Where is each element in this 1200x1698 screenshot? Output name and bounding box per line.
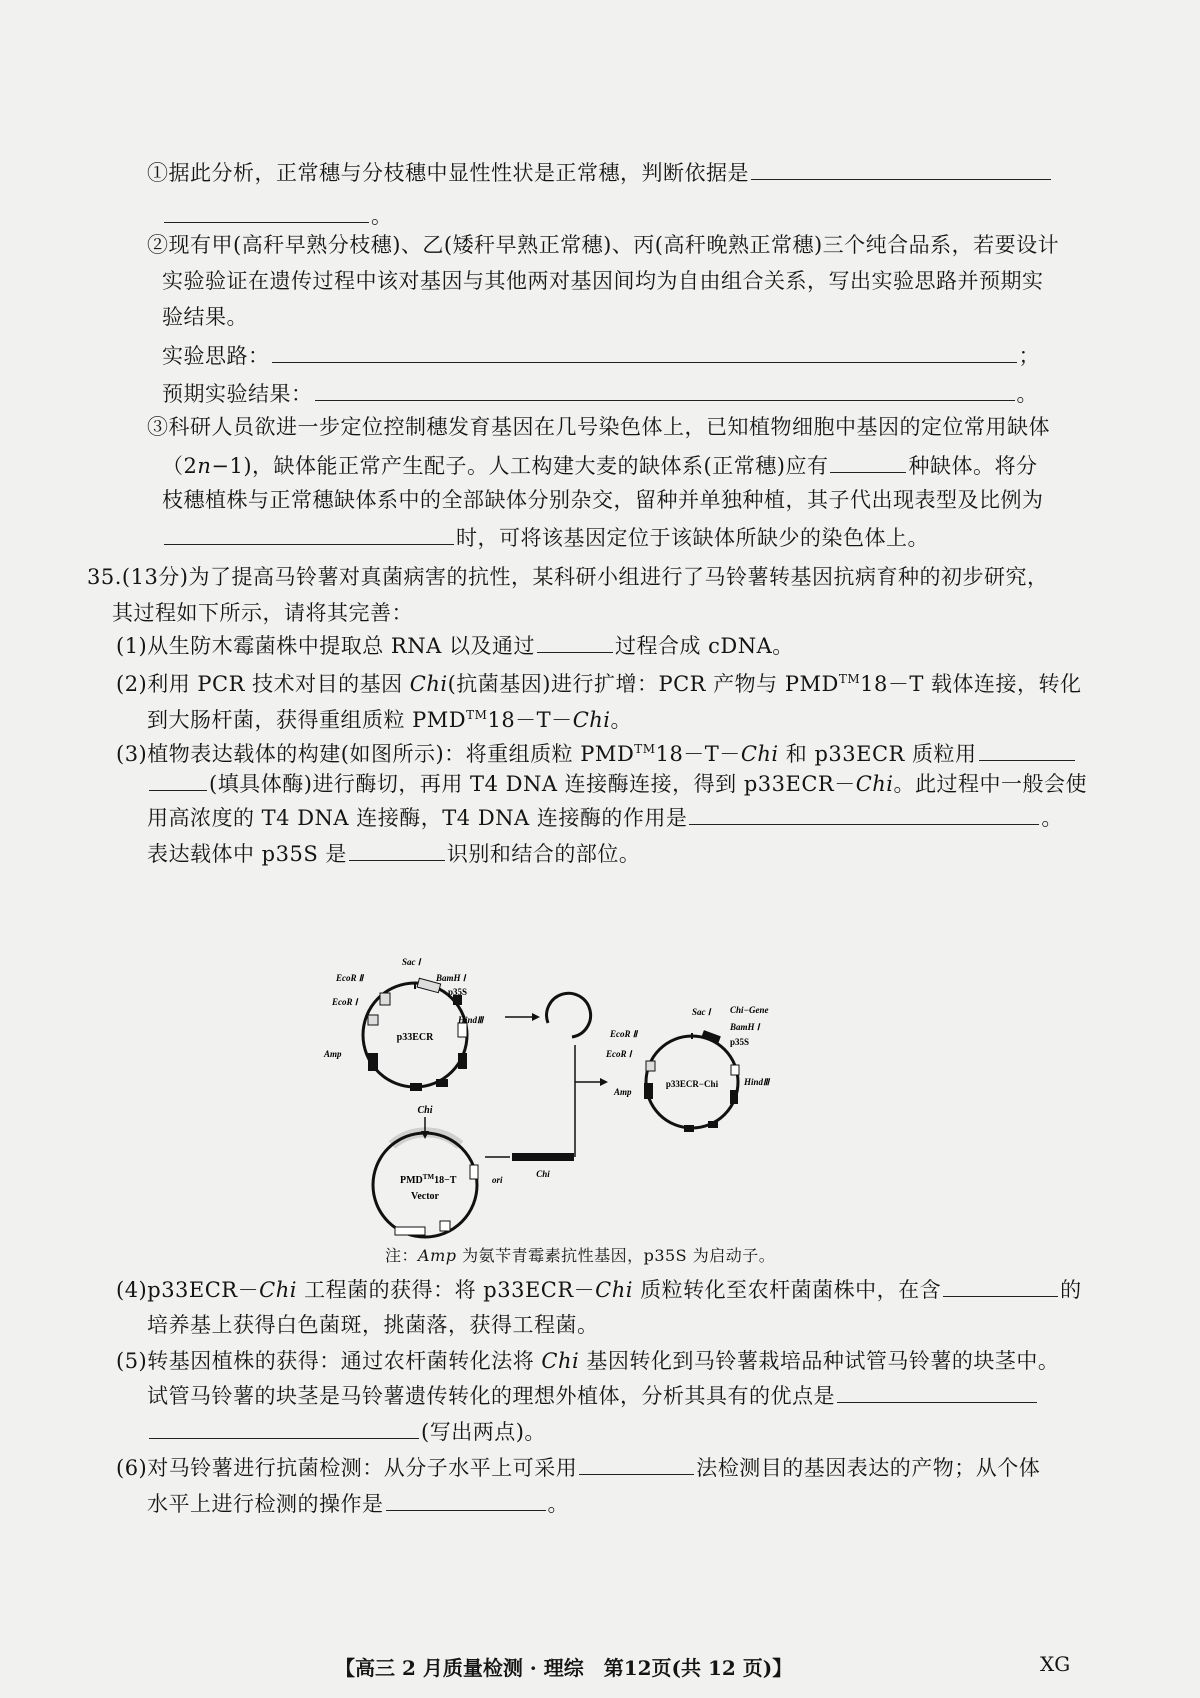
q35-item6-line1: (6)对马铃薯进行抗菌检测：从分子水平上可采用 法检测目的基因表达的产物；从个体 [116,1452,1040,1483]
site-label: EcoR Ⅱ [336,973,364,983]
answer-blank[interactable] [349,838,445,861]
q35-item3-line4: 表达载体中 p35S 是 识别和结合的部位。 [147,838,640,869]
gene-label: Amp [324,1049,342,1059]
q35-item2-line1: (2)利用 PCR 技术对目的基因 Chi(抗菌基因)进行扩增：PCR 产物与 PMD™18－T 载体连接，转化 [116,672,1082,696]
chi-fragment [512,1153,574,1161]
site-label: Sac Ⅰ [692,1007,711,1017]
q35-item4-line2: 培养基上获得白色菌斑，挑菌落，获得工程菌。 [147,1313,599,1337]
answer-blank[interactable] [751,157,1051,180]
gene-label: Chi−Gene [730,1005,769,1015]
answer-blank[interactable] [689,802,1039,825]
q35-item3-line1: (3)植物表达载体的构建(如图所示)：将重组质粒 PMD™18－T－Chi 和 p33ECR 质粒用 [116,734,1077,769]
answer-blank[interactable] [979,738,1075,761]
p33ecr-plasmid [323,957,485,1091]
gene-label: Chi [417,1105,433,1116]
linearized-plasmid [547,993,591,1037]
site-label: Sac Ⅰ [402,957,421,967]
q34-expected-result: 预期实验结果： 。 [162,378,1038,409]
site-label: EcoR Ⅰ [332,997,358,1007]
site-label: BamH Ⅰ [730,1022,760,1032]
site-label: HindⅢ [458,1015,484,1025]
gene-label: Amp [614,1087,632,1097]
q34-item2-line3: 验结果。 [162,305,248,329]
answer-blank[interactable] [830,450,906,473]
answer-blank[interactable] [943,1274,1058,1297]
paper-code: XG [1040,1652,1071,1676]
arrow-head [532,1013,540,1021]
q35-item3-line3: 用高浓度的 T4 DNA 连接酶，T4 DNA 连接酶的作用是 。 [147,802,1063,833]
q35-item5-line2: 试管马铃薯的块茎是马铃薯遗传转化的理想外植体，分析其具有的优点是 [147,1380,1039,1411]
q34-item1: ①据此分析，正常穗与分枝穗中显性性状是正常穗，判断依据是 [147,157,1053,188]
promoter-label: p35S [448,987,468,997]
plasmid-name: p33ECR−Chi [665,1079,719,1089]
q35-heading-cont: 其过程如下所示，请将其完善： [112,601,413,625]
answer-blank[interactable] [579,1452,694,1475]
answer-blank[interactable] [386,1488,546,1511]
q35-item6-line2: 水平上进行检测的操作是 。 [147,1488,569,1519]
p33ecr-chi-plasmid [605,1005,771,1132]
answer-blank[interactable] [149,1416,419,1439]
answer-blank[interactable] [315,378,1015,401]
q35-item1: (1)从生防木霉菌株中提取总 RNA 以及通过 过程合成 cDNA。 [116,630,794,661]
site-label: EcoR Ⅱ [610,1029,638,1039]
answer-blank[interactable] [149,768,207,791]
arrow-head [600,1078,608,1086]
site-label: EcoR Ⅰ [606,1049,632,1059]
answer-blank[interactable] [164,522,454,545]
promoter-label: p35S [730,1037,750,1047]
answer-blank[interactable] [164,200,369,223]
site-label: BamH Ⅰ [436,973,466,983]
q35-item4-line1: (4)p33ECR－Chi 工程菌的获得：将 p33ECR－Chi 质粒转化至农杆菌菌株中，在含 的 [116,1274,1082,1305]
q35-heading: 35.(13分)为了提高马铃薯对真菌病害的抗性，某科研小组进行了马铃薯转基因抗病育种的初步研究， [87,565,1049,589]
q34-item1-cont: 。 [162,200,393,231]
answer-blank[interactable] [537,630,613,653]
q34-item3-line1: ③科研人员欲进一步定位控制穗发育基因在几号染色体上，已知植物细胞中基因的定位常用缺体 [147,415,1050,439]
q34-item2-line2: 实验验证在遗传过程中该对基因与其他两对基因间均为自由组合关系，写出实验思路并预期实 [162,269,1044,293]
q34-item3-line3: 枝穗植株与正常穗缺体系中的全部缺体分别杂交，留种并单独种植，其子代出现表型及比例为 [162,488,1044,512]
q35-item5-line1: (5)转基因植株的获得：通过农杆菌转化法将 Chi 基因转化到马铃薯栽培品种试管马铃薯的块茎中。 [116,1349,1060,1373]
q34-item2-line1: ②现有甲(高秆早熟分枝穗)、乙(矮秆早熟正常穗)、丙(高秆晚熟正常穗)三个纯合品系，若要设计 [147,233,1060,257]
q34-item3-line4: 时，可将该基因定位于该缺体所缺少的染色体上。 [162,522,929,553]
ori-label: ori [492,1175,503,1185]
q35-item3-line2: (填具体酶)进行酶切，再用 T4 DNA 连接酶连接，得到 p33ECR－Chi。此过程中一般会使 [147,768,1087,799]
site-label: HindⅢ [744,1077,770,1087]
vector-name: PMD™18−T [400,1173,457,1186]
answer-blank[interactable] [837,1380,1037,1403]
q35-item5-line3: (写出两点)。 [147,1416,546,1447]
figure-note: 注：Amp 为氨苄青霉素抗性基因，p35S 为启动子。 [385,1246,776,1265]
q35-item2-line2: 到大肠杆菌，获得重组质粒 PMD™18－T－Chi。 [147,708,632,732]
plasmid-construction-figure [324,955,850,1255]
fragment-label: Chi [536,1169,550,1179]
pmd18t-vector [373,1105,574,1237]
answer-blank[interactable] [272,340,1017,363]
q34-item3-line2: （2n−1)，缺体能正常产生配子。人工构建大麦的缺体系(正常穗)应有 种缺体。将分 [162,450,1037,481]
q34-experiment-idea: 实验思路： ； [162,340,1040,371]
page-footer: 【高三 2 月质量检测 · 理综 第12页(共 12 页)】 [335,1656,793,1680]
vector-name-line2: Vector [411,1191,439,1202]
plasmid-name: p33ECR [396,1032,434,1043]
